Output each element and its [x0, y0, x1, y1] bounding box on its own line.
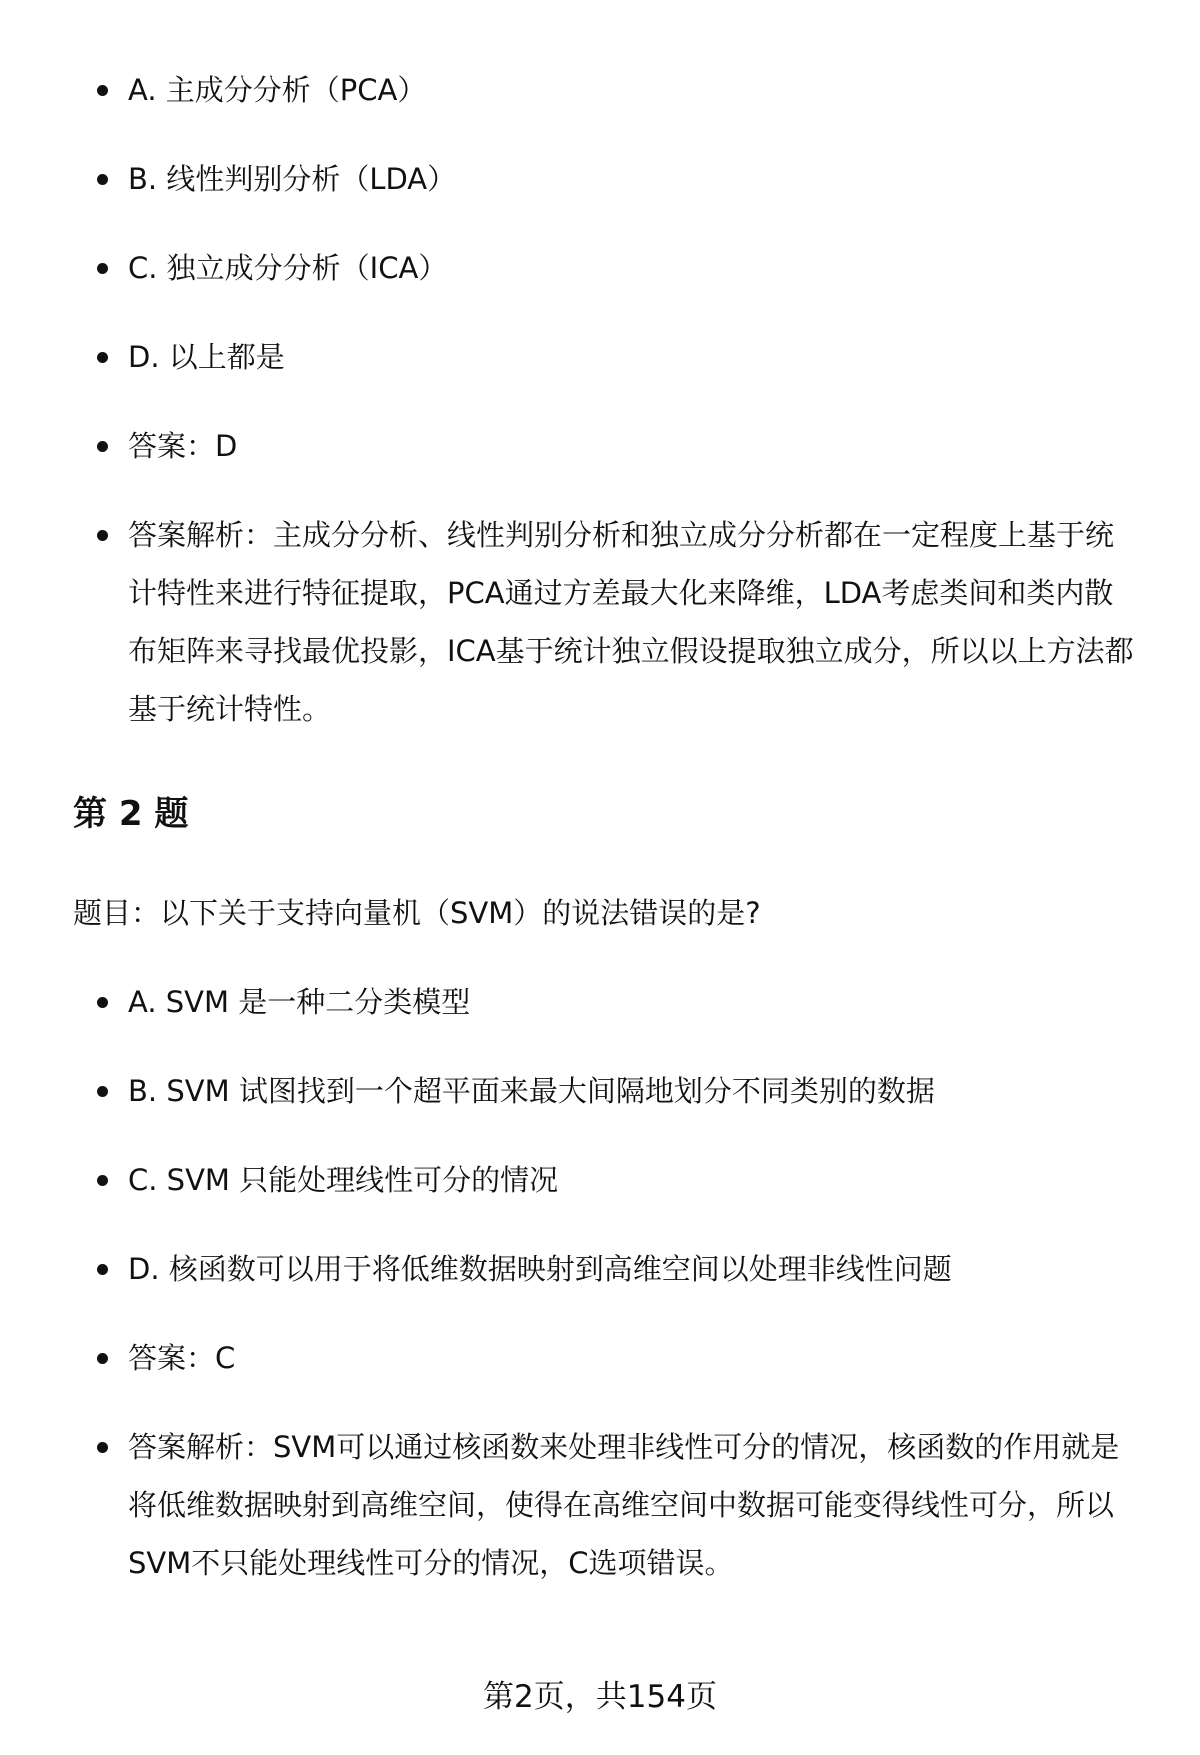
bullet-icon	[97, 85, 108, 96]
q2-option-list-b	[0, 1071, 1200, 1111]
q2-answer	[0, 1338, 1200, 1378]
q2-question: 题目：以下关于支持向量机（SVM）的说法错误的是?	[73, 896, 761, 930]
q1-option-list-c	[0, 248, 1200, 288]
q2-option-c	[0, 1160, 1200, 1200]
q2-option-b-text: B. SVM 试图找到一个超平面来最大间隔地划分不同类别的数据	[128, 1074, 935, 1108]
q2-option-a-text: A. SVM 是一种二分类模型	[128, 985, 471, 1019]
q2-option-list-d	[0, 1249, 1200, 1289]
bullet-icon	[97, 441, 108, 452]
bullet-icon	[97, 1175, 108, 1186]
q2-option-d	[0, 1249, 1200, 1289]
q2-explanation-text: 答案解析：SVM可以通过核函数来处理非线性可分的情况，核函数的作用就是将低维数据映射到高维空间，使得在高维空间中数据可能变得线性可分，所以SVM不只能处理线性可分的情况，C选项错误。	[128, 1430, 1120, 1580]
q1-option-list-d	[0, 337, 1200, 377]
q1-option-d-text: D. 以上都是	[128, 340, 285, 374]
q1-option-a-text: A. 主成分分析（PCA）	[128, 73, 427, 107]
q1-answer	[0, 426, 1200, 466]
q1-option-d	[0, 337, 1200, 377]
q2-option-list-a	[0, 982, 1200, 1022]
q1-explanation-list	[0, 506, 1200, 738]
q2-explanation-list	[0, 1418, 1200, 1592]
bullet-icon	[97, 263, 108, 274]
q2-option-a	[0, 982, 1200, 1022]
q1-explanation-text: 答案解析：主成分分析、线性判别分析和独立成分分析都在一定程度上基于统计特性来进行特征提取，PCA通过方差最大化来降维，LDA考虑类间和类内散布矩阵来寻找最优投影，ICA基于统计独立假设提取独立成分，所以以上方法都基于统计特性。	[128, 518, 1134, 726]
q1-option-a	[0, 70, 1200, 110]
bullet-icon	[97, 997, 108, 1008]
q1-option-list	[0, 70, 1200, 110]
q2-option-d-text: D. 核函数可以用于将低维数据映射到高维空间以处理非线性问题	[128, 1252, 952, 1286]
q1-option-c-text: C. 独立成分分析（ICA）	[128, 251, 448, 285]
bullet-icon	[97, 174, 108, 185]
q2-option-c-text: C. SVM 只能处理线性可分的情况	[128, 1163, 559, 1197]
bullet-icon	[97, 530, 108, 541]
page-number-footer: 第2页，共154页	[483, 1679, 717, 1715]
q2-answer-list	[0, 1338, 1200, 1378]
bullet-icon	[97, 1442, 108, 1453]
q2-answer-text: 答案：C	[128, 1341, 236, 1375]
q2-option-b	[0, 1071, 1200, 1111]
q2-heading: 第 2 题	[73, 794, 189, 834]
q1-answer-list	[0, 426, 1200, 466]
bullet-icon	[97, 1353, 108, 1364]
q1-option-b-text: B. 线性判别分析（LDA）	[128, 162, 457, 196]
q1-option-list-b	[0, 159, 1200, 199]
bullet-icon	[97, 352, 108, 363]
q1-answer-text: 答案：D	[128, 429, 238, 463]
q1-option-c	[0, 248, 1200, 288]
q1-option-b	[0, 159, 1200, 199]
bullet-icon	[97, 1086, 108, 1097]
q1-explanation	[0, 506, 1200, 738]
bullet-icon	[97, 1264, 108, 1275]
q2-option-list-c	[0, 1160, 1200, 1200]
q2-explanation	[0, 1418, 1200, 1592]
